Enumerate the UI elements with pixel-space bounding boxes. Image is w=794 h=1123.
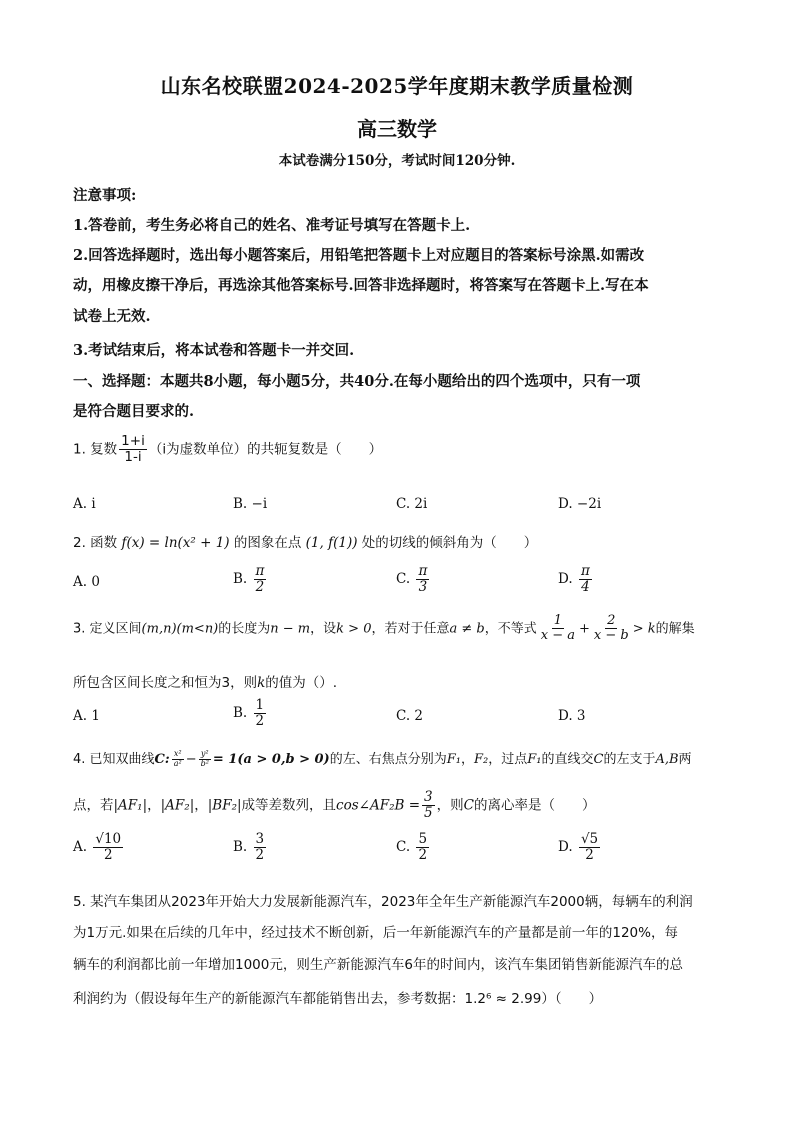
q2-point: (1, f(1)) [305, 535, 358, 551]
q4-option-c-fraction [416, 832, 429, 863]
q4-option-b-den: 2 [255, 846, 265, 863]
q3-option-b-label: B. [233, 704, 248, 721]
q3-ab-condition: a ≠ b [449, 621, 485, 637]
q3-line-2-start: 所包含区间长度之和恒为3，则 [73, 675, 258, 691]
q3-length: n − m [270, 621, 311, 637]
exam-title: 山东名校联盟2024-2025学年度期末教学质量检测 [160, 74, 634, 98]
q4-stem-end: 两 [678, 752, 692, 767]
notes-heading: 注意事项: [73, 187, 137, 204]
q2-option-b-den: 2 [255, 578, 265, 595]
q4-line-2-mid: 成等差数列，且 [241, 797, 337, 814]
q4-option-b [233, 832, 268, 863]
q3-stem-mid-2: ，设 [310, 621, 337, 637]
q4-minus: − [185, 752, 197, 767]
q1-stem-end: （i为虚数单位）的共轭复数是（ ） [148, 441, 383, 458]
q4-c: C [593, 752, 604, 767]
q1-fraction [119, 434, 147, 465]
q3-option-b-num: 1 [255, 697, 265, 713]
q3-fraction-2 [592, 614, 631, 644]
q4-points-ab: A,B [655, 752, 679, 767]
question-5-line-2: 为1万元.如果在后续的几年中，经过技术不断创新，后一年新能源汽车的产量都是前一年的120%，每 [73, 925, 678, 941]
q1-option-b: B. −i [233, 496, 268, 512]
question-3-line-2 [73, 671, 337, 691]
q4-stem-start: 4. 已知双曲线 [73, 752, 155, 767]
q4-cos-fraction [422, 790, 435, 821]
question-2 [73, 531, 537, 551]
exam-info: 本试卷满分150分，考试时间120分钟. [278, 153, 516, 169]
q4-option-d-label: D. [558, 838, 573, 855]
q2-option-d-fraction [579, 564, 592, 595]
q4-cos: cos∠AF₂B = [336, 797, 421, 814]
q3-fraction-1 [539, 614, 577, 644]
q2-option-c [396, 564, 431, 595]
q2-option-a: A. 0 [73, 574, 100, 590]
exam-subject: 高三数学 [357, 117, 437, 141]
question-5-line-1: 5. 某汽车集团从2023年开始大力发展新能源汽车，2023年全年生产新能源汽车2000辆，每辆车的利润 [73, 894, 693, 910]
q3-line-2-k: k [257, 675, 266, 691]
q3-stem-mid-4: ，不等式 [484, 621, 537, 637]
q4-bf2: |BF₂| [207, 797, 242, 814]
q4-option-a [73, 832, 125, 863]
q3-option-b-fraction [254, 698, 267, 729]
q2-option-c-label: C. [396, 570, 411, 587]
q3-stem-end: 的解集 [655, 621, 695, 637]
q3-stem-mid-3: ，若对于任意 [371, 621, 450, 637]
q4-option-c [396, 832, 431, 863]
q2-stem-end: 处的切线的倾斜角为（ ） [361, 535, 538, 551]
q4-f1-repeat: F₁ [527, 752, 542, 767]
q4-y-term [199, 750, 211, 769]
note-2-line-1: 2.回答选择题时，选出每小题答案后，用铅笔把答题卡上对应题目的答案标号涂黑.如需改 [73, 247, 645, 264]
q4-condition: = 1(a > 0,b > 0) [212, 752, 330, 767]
q2-option-d [558, 564, 594, 595]
q1-option-d: D. −2i [558, 496, 602, 512]
q4-option-a-label: A. [73, 838, 88, 855]
q4-option-d [558, 832, 602, 863]
q2-function: f(x) = ln(x² + 1) [121, 535, 230, 551]
section-1-heading-line-2: 是符合题目要求的. [73, 403, 195, 420]
q4-line-2-start: 点，若 [73, 797, 114, 814]
q4-cos-num: 3 [424, 789, 433, 805]
q4-option-c-den: 2 [418, 846, 428, 863]
question-3-line-1 [73, 614, 695, 644]
q3-fraction-2-den: x − b [593, 628, 629, 644]
q2-option-b [233, 564, 268, 595]
q3-k-condition: k > 0 [336, 621, 372, 637]
q4-x-den: a² [173, 759, 182, 768]
q4-line-2-end: 的离心率是（ ） [473, 797, 596, 814]
q3-option-b [233, 698, 268, 729]
q4-cos-den: 5 [424, 804, 433, 821]
q3-option-d: D. 3 [558, 708, 586, 724]
q4-x-num: x² [173, 749, 182, 759]
q4-x-term [172, 750, 184, 769]
q3-stem-mid-1: 的长度为 [218, 621, 271, 637]
q3-fraction-1-num: 1 [553, 613, 562, 628]
q3-line-2-end: 的值为（）. [265, 675, 338, 691]
question-5-line-4: 利润约为（假设每年生产的新能源汽车都能销售出去，参考数据：1.2⁶ ≈ 2.99）（ ） [73, 991, 603, 1007]
q2-option-b-label: B. [233, 570, 248, 587]
q4-option-b-label: B. [233, 838, 248, 855]
q3-interval: (m,n)(m<n) [141, 621, 219, 637]
q2-option-c-den: 3 [418, 578, 428, 595]
question-1 [73, 434, 382, 465]
q3-option-c: C. 2 [396, 708, 424, 724]
q4-af2: |AF₂| [160, 797, 195, 814]
q4-option-d-den: 2 [585, 846, 594, 863]
q3-fraction-1-den: x − a [540, 628, 575, 644]
q4-option-a-fraction [93, 832, 123, 863]
note-3: 3.考试结束后，将本试卷和答题卡一并交回. [73, 342, 355, 359]
q2-option-b-num: π [255, 563, 265, 579]
question-4-line-2: 点，若|AF₁|，|AF₂|，|BF₂|成等差数列，且cos∠AF₂B = $\frac{3}{5}$ ，则C的离心率是（ ） [73, 789, 596, 821]
q4-option-c-num: 5 [418, 831, 428, 847]
q4-line-2-then: ，则 [436, 797, 464, 814]
section-1-heading-line-1: 一、选择题：本题共8小题，每小题5分，共40分.在每小题给出的四个选项中，只有一项 [73, 373, 641, 390]
q3-option-b-den: 2 [255, 712, 265, 729]
q3-fraction-2-num: 2 [607, 613, 616, 628]
question-4-line-1: 4. 已知双曲线C: $\frac{\text{x²}}{\text{a²}}$ − $\frac{\text{y²}}{\text{b²}}$ = 1(a > 0,b > 0)的左、右焦点分别为F₁，F₂，过点F₁的直线交C的左支于A,B两 [73, 749, 692, 768]
q1-stem-start: 1. 复数 [73, 441, 118, 458]
q4-option-d-num: √5 [580, 831, 599, 847]
q3-option-a: A. 1 [73, 708, 100, 724]
q4-option-d-fraction [579, 832, 600, 863]
q4-curve-name: C: [154, 752, 170, 767]
q4-f2: F₂ [473, 752, 489, 767]
q2-option-d-den: 4 [581, 578, 590, 595]
q2-option-c-fraction [416, 564, 429, 595]
q2-stem-mid: 的图象在点 [233, 535, 302, 551]
q1-fraction-den: 1-i [124, 448, 142, 465]
note-1: 1.答卷前，考生务必将自己的姓名、准考证号填写在答题卡上. [73, 217, 471, 234]
q4-stem-mid-3: 的直线交 [541, 752, 594, 767]
q4-f1: F₁ [446, 752, 461, 767]
q1-fraction-num: 1+i [121, 433, 145, 449]
note-2-line-3: 试卷上无效. [73, 308, 151, 325]
q4-stem-mid: 的左、右焦点分别为 [329, 752, 447, 767]
q1-option-c: C. 2i [396, 496, 428, 512]
q4-af1: |AF₁| [113, 797, 148, 814]
q2-option-d-num: π [580, 563, 590, 579]
q4-option-a-num: √10 [95, 831, 122, 847]
q3-stem-start: 3. 定义区间 [73, 621, 142, 637]
q2-stem-start: 2. 函数 [73, 535, 118, 551]
q4-c-repeat: C [463, 797, 474, 814]
note-2-line-2: 动，用橡皮擦干净后，再选涂其他答案标号.回答非选择题时，将答案写在答题卡上.写在本 [73, 277, 649, 294]
q4-option-c-label: C. [396, 838, 411, 855]
q4-y-num: y² [200, 749, 209, 759]
q4-option-a-den: 2 [103, 846, 113, 863]
q4-y-den: b² [200, 759, 209, 768]
q2-option-d-label: D. [558, 570, 573, 587]
q1-option-a: A. i [73, 496, 96, 512]
q4-option-b-num: 3 [255, 831, 265, 847]
q4-option-b-fraction [254, 832, 267, 863]
q2-option-c-num: π [418, 563, 428, 579]
q3-gt-k: > k [632, 621, 656, 637]
q4-stem-mid-4: 的左支于 [603, 752, 656, 767]
q3-plus: + [578, 621, 590, 637]
q4-stem-mid-2: ，过点 [488, 752, 528, 767]
q2-option-b-fraction [254, 564, 267, 595]
question-5-line-3: 辆车的利润都比前一年增加1000元，则生产新能源汽车6年的时间内，该汽车集团销售新能源汽车的总 [73, 957, 683, 973]
